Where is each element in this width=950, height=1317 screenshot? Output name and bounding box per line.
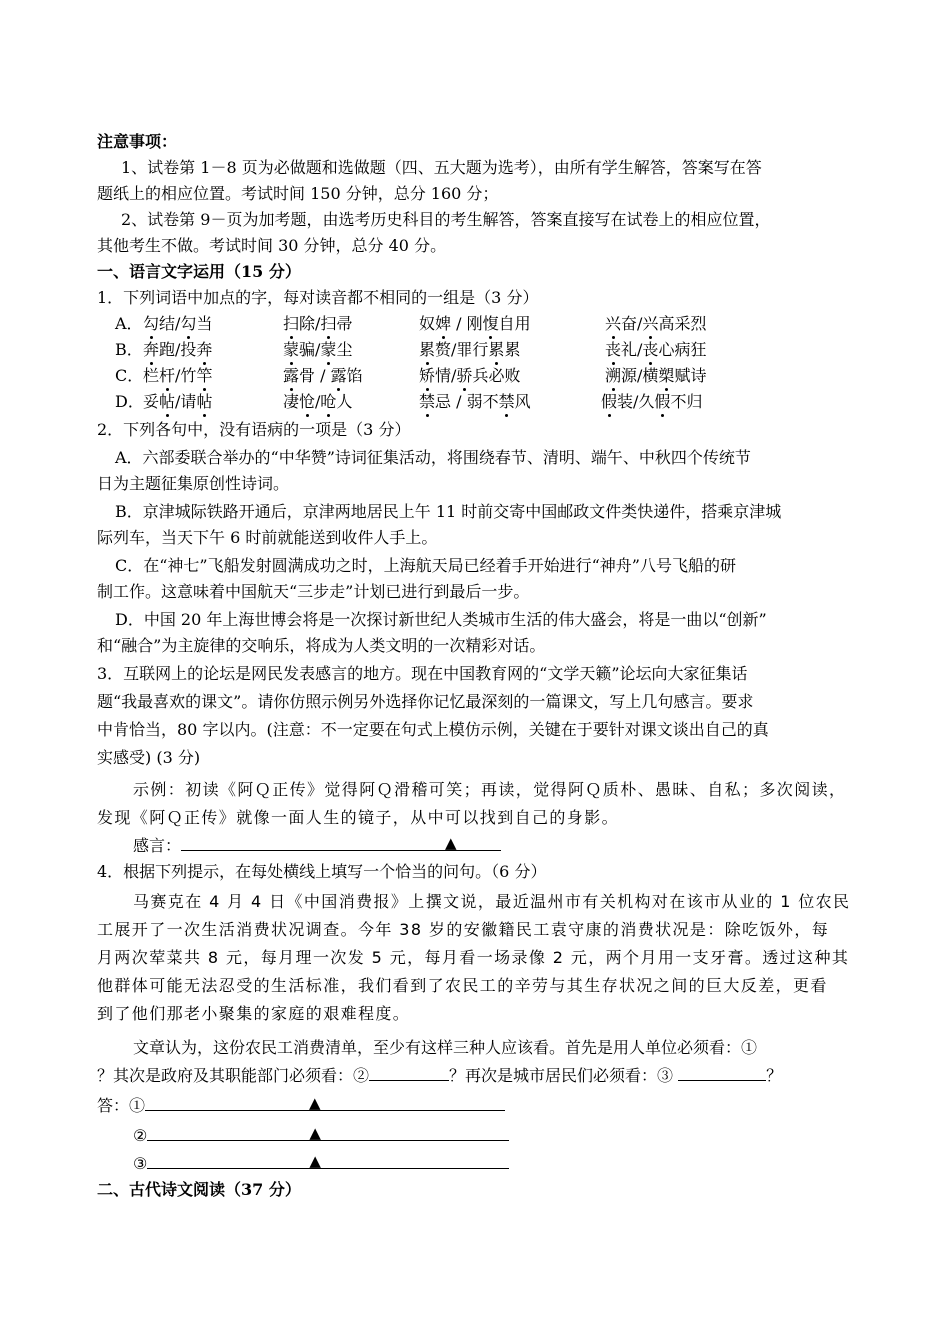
q1-option-label: B． [115,340,143,359]
q1-word-pair: 丧礼/丧心病狂 [605,340,707,359]
q1-word-pair: 溯源/横槊赋诗 [605,366,707,385]
q3-stem-line3: 中肯恰当，80 字以内。(注意：不一定要在句式上模仿示例，关键在于要针对课文谈出自己的真 [97,720,769,739]
q3-example-line2: 发现《阿Ｑ正传》就像一面人生的镜子，从中可以找到自己的身影。 [97,808,620,827]
q1-option-label: C． [115,366,144,385]
q1-stem: 1．下列词语中加点的字，每对读音都不相同的一组是（3 分） [97,288,539,307]
q2-option-c-line2: 制工作。这意味着中国航天“三步走”计划已进行到最后一步。 [97,582,530,601]
q1-word-pair: 累赘/罪行累累 [419,340,521,359]
section-2-title: 二、古代诗文阅读（37 分） [97,1180,301,1199]
q2-option-b-line2: 际列车，当天下午 6 时前就能送到收件人手上。 [97,528,438,547]
q4-passage-line5: 到了他们那老小聚集的家庭的艰难程度。 [97,1004,411,1023]
q3-answer-blank[interactable] [181,836,501,851]
q4-answer-blank-3[interactable] [147,1154,509,1169]
q4-passage-line2: 工展开了一次生活消费状况调查。今年 38 岁的安徽籍民工袁守康的消费状况是：除吃饭外，每 [97,920,830,939]
q4-answer-row-3 [133,1154,509,1174]
q2-option-c-line1: C．在“神七”飞船发射圆满成功之时，上海航天局已经着手开始进行“神舟”八号飞船的研 [115,556,736,575]
q4-stem: 4．根据下列提示，在每处横线上填写一个恰当的问句。（6 分） [97,862,547,881]
q4-prompt-end: ？ [766,1066,783,1085]
q1-word-pair: 妥帖/请帖 [143,392,213,411]
q3-stem-line1: 3．互联网上的论坛是网民发表感言的地方。现在中国教育网的“文学天籁”论坛向大家征集话 [97,664,748,683]
triangle-marker-icon: ▲ [309,1152,321,1170]
q1-word-pair: 扫除/扫帚 [283,314,353,333]
q3-stem-line2: 题“我最喜欢的课文”。请你仿照示例另外选择你记忆最深刻的一篇课文，写上几句感言。要求 [97,692,754,711]
q4-prompt-part-2: ？其次是政府及其职能部门必须看：② [97,1066,370,1085]
q1-word-pair: 禁忌 / 弱不禁风 [419,392,531,411]
q2-option-a-line2: 日为主题征集原创性诗词。 [97,474,290,493]
q4-passage-line1: 马赛克在 4 月 4 日《中国消费报》上撰文说，最近温州市有关机构对在该市从业的 1 位农民 [133,892,851,911]
notice-line-2b: 其他考生不做。考试时间 30 分钟，总分 40 分。 [97,236,447,255]
q1-word-pair: 凄怆/呛人 [283,392,353,411]
q2-stem: 2．下列各句中，没有语病的一项是（3 分） [97,420,411,439]
q1-word-pair: 露骨 / 露馅 [283,366,363,385]
q4-prompt-line2 [97,1066,782,1086]
q1-word-pair: 栏杆/竹竿 [143,366,213,385]
q3-answer-label: 感言： [133,836,182,855]
notice-line-1b: 题纸上的相应位置。考试时间 150 分钟，总分 160 分； [97,184,499,203]
triangle-marker-icon: ▲ [445,834,457,852]
q1-option-label: A． [115,314,143,333]
q4-answer-blank-1[interactable] [145,1096,505,1111]
q1-word-pair: 奴婢 / 刚愎自用 [419,314,531,333]
q4-answer-row-1 [97,1096,505,1116]
q4-answer-number-3: ③ [133,1154,148,1173]
q1-word-pair: 兴奋/兴高采烈 [605,314,707,333]
q4-answer-blank-2[interactable] [147,1126,509,1141]
q4-answer-row-2 [133,1126,509,1146]
q2-option-d-line2: 和“融合”为主旋律的交响乐，将成为人类文明的一次精彩对话。 [97,636,546,655]
q4-prompt-line1: 文章认为，这份农民工消费清单，至少有这样三种人应该看。首先是用人单位必须看：① [133,1038,758,1057]
triangle-marker-icon: ▲ [309,1094,321,1112]
q4-answer-label: 答： [97,1096,130,1115]
triangle-marker-icon: ▲ [309,1124,321,1142]
q1-word-pair: 勾结/勾当 [143,314,213,333]
q3-answer-row [133,836,501,856]
q4-inline-blank-3[interactable] [678,1066,766,1081]
q2-option-a-line1: A．六部委联合举办的“中华赞”诗词征集活动，将围绕春节、清明、端午、中秋四个传统节 [115,448,751,467]
q1-word-pair: 蒙骗/蒙尘 [283,340,353,359]
q1-word-pair: 假装/久假不归 [601,392,703,411]
q1-word-pair: 奔跑/投奔 [143,340,213,359]
q1-word-pair: 矫情/骄兵必败 [419,366,521,385]
q4-passage-line3: 月两次荤菜共 8 元，每月理一次发 5 元，每月看一场录像 2 元，两个月用一支牙膏。透过这种其 [97,948,850,967]
q1-option-label: D． [115,392,144,411]
q2-option-d-line1: D．中国 20 年上海世博会将是一次探讨新世纪人类城市生活的伟大盛会，将是一曲以“创新” [115,610,767,629]
q2-option-b-line1: B．京津城际铁路开通后，京津两地居民上午 11 时前交寄中国邮政文件类快递件，搭乘京津城 [115,502,782,521]
q4-answer-number-2: ② [133,1126,148,1145]
notice-title: 注意事项： [97,132,178,151]
notice-line-1a: 1、试卷第 1－8 页为必做题和选做题（四、五大题为选考），由所有学生解答，答案写在答 [121,158,762,177]
q3-example-line1: 示例：初读《阿Ｑ正传》觉得阿Ｑ滑稽可笑；再读，觉得阿Ｑ质朴、愚昧、自私；多次阅读， [133,780,847,799]
q4-answer-number-1: ① [129,1096,146,1115]
q3-stem-line4: 实感受) (3 分) [97,748,201,767]
q4-prompt-part-3: ？再次是城市居民们必须看：③ [449,1066,674,1085]
q4-passage-line4: 他群体可能无法忍受的生活标准，我们看到了农民工的辛劳与其生存状况之间的巨大反差，更看 [97,976,828,995]
q4-inline-blank-2[interactable] [369,1066,449,1081]
notice-line-2a: 2、试卷第 9－页为加考题，由选考历史科目的考生解答，答案直接写在试卷上的相应位置， [121,210,771,229]
section-1-title: 一、语言文字运用（15 分） [97,262,301,281]
